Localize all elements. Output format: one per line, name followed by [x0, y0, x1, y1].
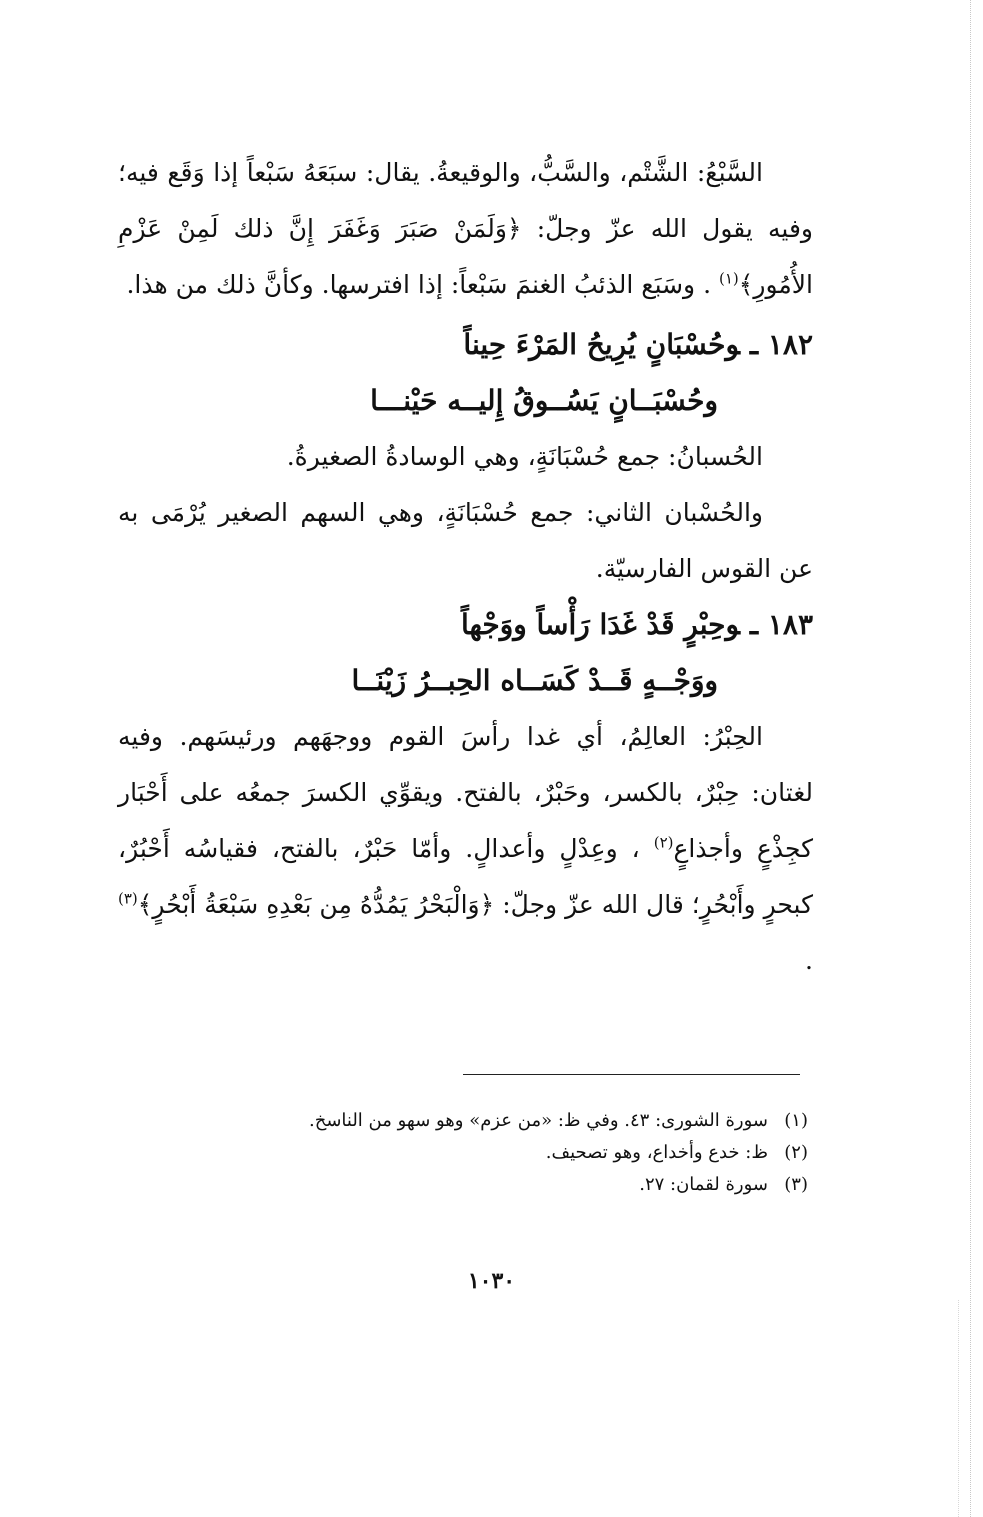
verse-text: وحِبْرٍ قَدْ غَدَا رَأْساً ووَجْهاً — [460, 608, 740, 641]
paragraph-text-tail: ، وعِدْلٍ وأعدالٍ. وأمّا حَبْرٌ، بالفتح، فقياسُه أَحْبُرٌ، كبحرٍ وأَبْحُرٍ؛ قال الله عزّ وجلّ: ﴿وَالْبَحْرُ يَمُدُّهُ مِن بَعْدِهِ سَبْعَةُ أَبْحُرٍ﴾ — [118, 834, 813, 919]
verse-number: ١٨٣ ـ — [749, 608, 813, 641]
footnote-number: (١) — [784, 1110, 808, 1131]
verse-text: وحُسْبَانٍ يُرِيحُ المَرْءَ حِيناً — [463, 328, 740, 361]
paragraph-husban-1 — [118, 429, 813, 485]
paragraph-husban-2 — [118, 485, 813, 597]
footnote-3 — [118, 1169, 808, 1201]
verse-number: ١٨٢ ـ — [749, 328, 813, 361]
footnote-number: (٢) — [784, 1142, 808, 1163]
verse-182-first — [118, 317, 813, 373]
paragraph-hibr — [118, 709, 813, 989]
footnotes — [118, 1105, 808, 1201]
verse-183-first — [118, 597, 813, 653]
paragraph-text-end: . — [805, 946, 813, 975]
page-number: ١٠٣٠ — [467, 1268, 516, 1294]
paragraph-text: الحُسبانُ: جمع حُسْبَانَةٍ، وهي الوسادةُ الصغيرةُ. — [286, 442, 763, 471]
footnote-number: (٣) — [784, 1174, 808, 1195]
paragraph-text-tail: . وسَبَع الذئبُ الغنمَ سَبْعاً: إذا افترسها. وكأنَّ ذلك من هذا. — [126, 270, 719, 299]
paragraph-sab — [118, 145, 813, 313]
scan-edge-line-lower — [958, 1300, 959, 1517]
paragraph-text: والحُسْبان الثاني: جمع حُسْبَانَةٍ، وهي السهم الصغير يُرْمَى به عن القوس الفارسيّة. — [118, 498, 813, 583]
paragraph-text: الحِبْرُ: العالِمُ، أي غدا رأسَ القوم ووجهَهم ورئيسَهم. وفيه لغتان: حِبْرٌ، بالكسر، وحَبْرٌ، بالفتح. ويقوِّي الكسرَ جمعُه على أَحْبَار كجِذْعٍ وأجذاعٍ — [118, 722, 814, 863]
footnote-2 — [118, 1137, 808, 1169]
verse-183-second — [118, 653, 718, 709]
footnote-1 — [118, 1105, 808, 1137]
paragraph-text: السَّبْعُ: الشَّتْم، والسَّبُّ، والوقيعةُ. يقال: سبَعَهُ سَبْعاً إذا وَقَع فيه؛ وفيه يقول الله عزّ وجلّ: ﴿وَلَمَنْ صَبَرَ وَغَفَرَ إِنَّ ذلك لَمِنْ عَزْمِ الأُمُورِ﴾ — [118, 158, 813, 299]
footnote-ref-1: (١) — [718, 269, 739, 288]
footnote-text: ظ: خدع وأخداع، وهو تصحيف. — [545, 1142, 768, 1163]
footnote-text: سورة لقمان: ٢٧. — [639, 1174, 768, 1195]
footnote-text: سورة الشورى: ٤٣. وفي ظ: «من عزم» وهو سهو من الناسخ. — [308, 1110, 768, 1131]
verse-182-second — [118, 373, 718, 429]
footnote-ref-2: (٢) — [653, 833, 674, 852]
main-text — [118, 145, 813, 989]
verse-text: ووَجْــهٍ قَــدْ كَسَــاه الحِبــرُ زَيْنَــا — [351, 664, 718, 697]
footnote-ref-3: (٣) — [118, 889, 138, 908]
footnote-separator — [463, 1074, 800, 1075]
verse-text: وحُسْبَــانٍ يَسُــوقُ إِليــه حَيْنـــا — [370, 384, 718, 417]
